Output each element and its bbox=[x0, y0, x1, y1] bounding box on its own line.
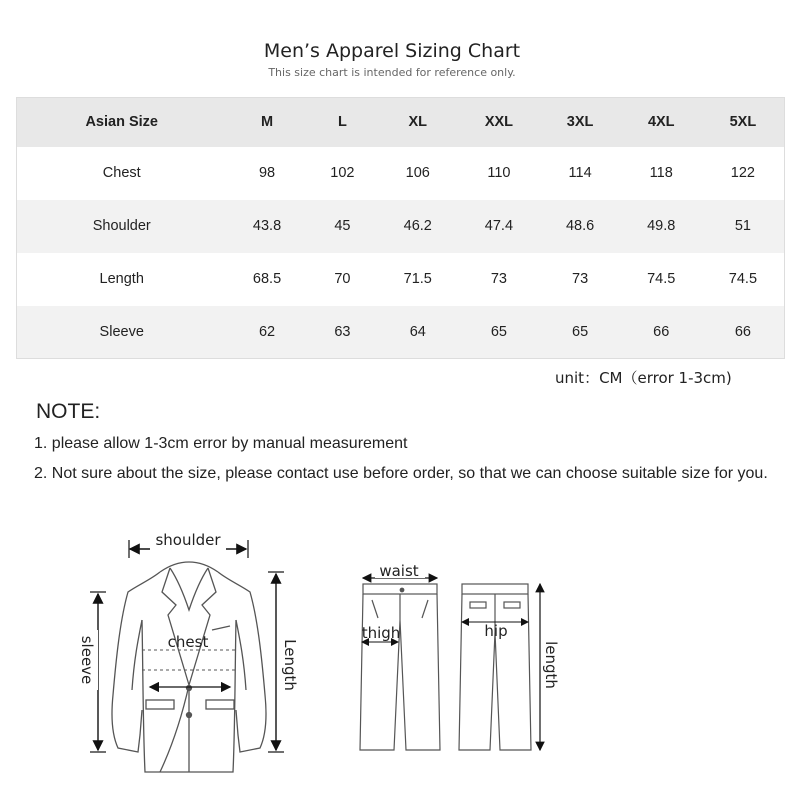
table-cell: 68.5 bbox=[252, 271, 282, 287]
waist-label: waist bbox=[379, 562, 419, 580]
table-cell: 49.8 bbox=[647, 218, 676, 234]
table-row bbox=[17, 253, 785, 306]
table-cell: 114 bbox=[568, 165, 592, 181]
table-cell: 65 bbox=[572, 323, 589, 340]
table-cell: 73 bbox=[572, 271, 589, 287]
size-header: L bbox=[337, 114, 347, 131]
table-cell: 63 bbox=[334, 323, 351, 340]
size-table bbox=[16, 97, 785, 359]
table-cell: 66 bbox=[653, 323, 670, 340]
sleeve-label: sleeve bbox=[78, 635, 96, 685]
page-subtitle: This size chart is intended for reference only. bbox=[268, 66, 516, 79]
table-cell: 98 bbox=[258, 165, 276, 181]
table-cell: 51 bbox=[734, 218, 751, 234]
table-cell: 118 bbox=[649, 165, 673, 181]
row-label: Shoulder bbox=[92, 218, 151, 234]
table-cell: 122 bbox=[730, 165, 755, 181]
size-header: 4XL bbox=[647, 114, 675, 131]
size-header: 3XL bbox=[566, 114, 594, 131]
thigh-label: thigh bbox=[361, 624, 401, 642]
table-cell: 74.5 bbox=[647, 271, 676, 287]
table-cell: 64 bbox=[409, 323, 426, 340]
measurement-illustration bbox=[0, 510, 800, 800]
table-cell: 110 bbox=[487, 165, 511, 181]
table-row bbox=[17, 147, 785, 200]
chest-label: chest bbox=[167, 633, 209, 651]
table-cell: 62 bbox=[258, 323, 276, 340]
pants-length-label: length bbox=[542, 641, 560, 689]
table-cell: 106 bbox=[405, 165, 430, 181]
table-cell: 66 bbox=[734, 323, 751, 340]
table-cell: 73 bbox=[490, 271, 507, 287]
page-title: Men’s Apparel Sizing Chart bbox=[263, 40, 521, 62]
table-cell: 71.5 bbox=[403, 271, 432, 287]
row-label: Length bbox=[99, 271, 144, 287]
note-title: NOTE: bbox=[36, 400, 101, 423]
table-header-row bbox=[17, 98, 785, 147]
table-cell: 46.2 bbox=[403, 218, 432, 234]
table-cell: 47.4 bbox=[484, 218, 514, 234]
table-cell: 102 bbox=[330, 165, 355, 181]
row-label: Chest bbox=[102, 165, 141, 181]
size-header: 5XL bbox=[729, 114, 757, 131]
table-cell: 45 bbox=[334, 218, 351, 234]
hip-label: hip bbox=[484, 622, 508, 640]
table-cell: 74.5 bbox=[728, 271, 758, 287]
size-header: M bbox=[260, 114, 274, 131]
row-label: Sleeve bbox=[99, 323, 144, 340]
corner-header: Asian Size bbox=[85, 114, 158, 131]
size-header: XL bbox=[408, 114, 428, 131]
note-item: 1. please allow 1-3cm error by manual measurement bbox=[34, 435, 408, 452]
table-row bbox=[17, 306, 785, 359]
table-cell: 48.6 bbox=[565, 218, 595, 234]
note-item: 2. Not sure about the size, please contact use before order, so that we can choose suitable size for you. bbox=[34, 465, 768, 482]
length-label: Length bbox=[281, 639, 299, 691]
pants-back-drawing bbox=[459, 584, 531, 750]
table-row bbox=[17, 200, 785, 253]
shoulder-label: shoulder bbox=[155, 531, 221, 549]
size-header: XXL bbox=[484, 114, 514, 131]
pants-front-drawing bbox=[360, 584, 440, 750]
table-cell: 43.8 bbox=[252, 218, 282, 234]
table-cell: 70 bbox=[334, 271, 351, 287]
table-cell: 65 bbox=[490, 323, 507, 340]
unit-note: unit：CM（error 1-3cm) bbox=[555, 369, 732, 387]
jacket-drawing bbox=[112, 562, 266, 772]
